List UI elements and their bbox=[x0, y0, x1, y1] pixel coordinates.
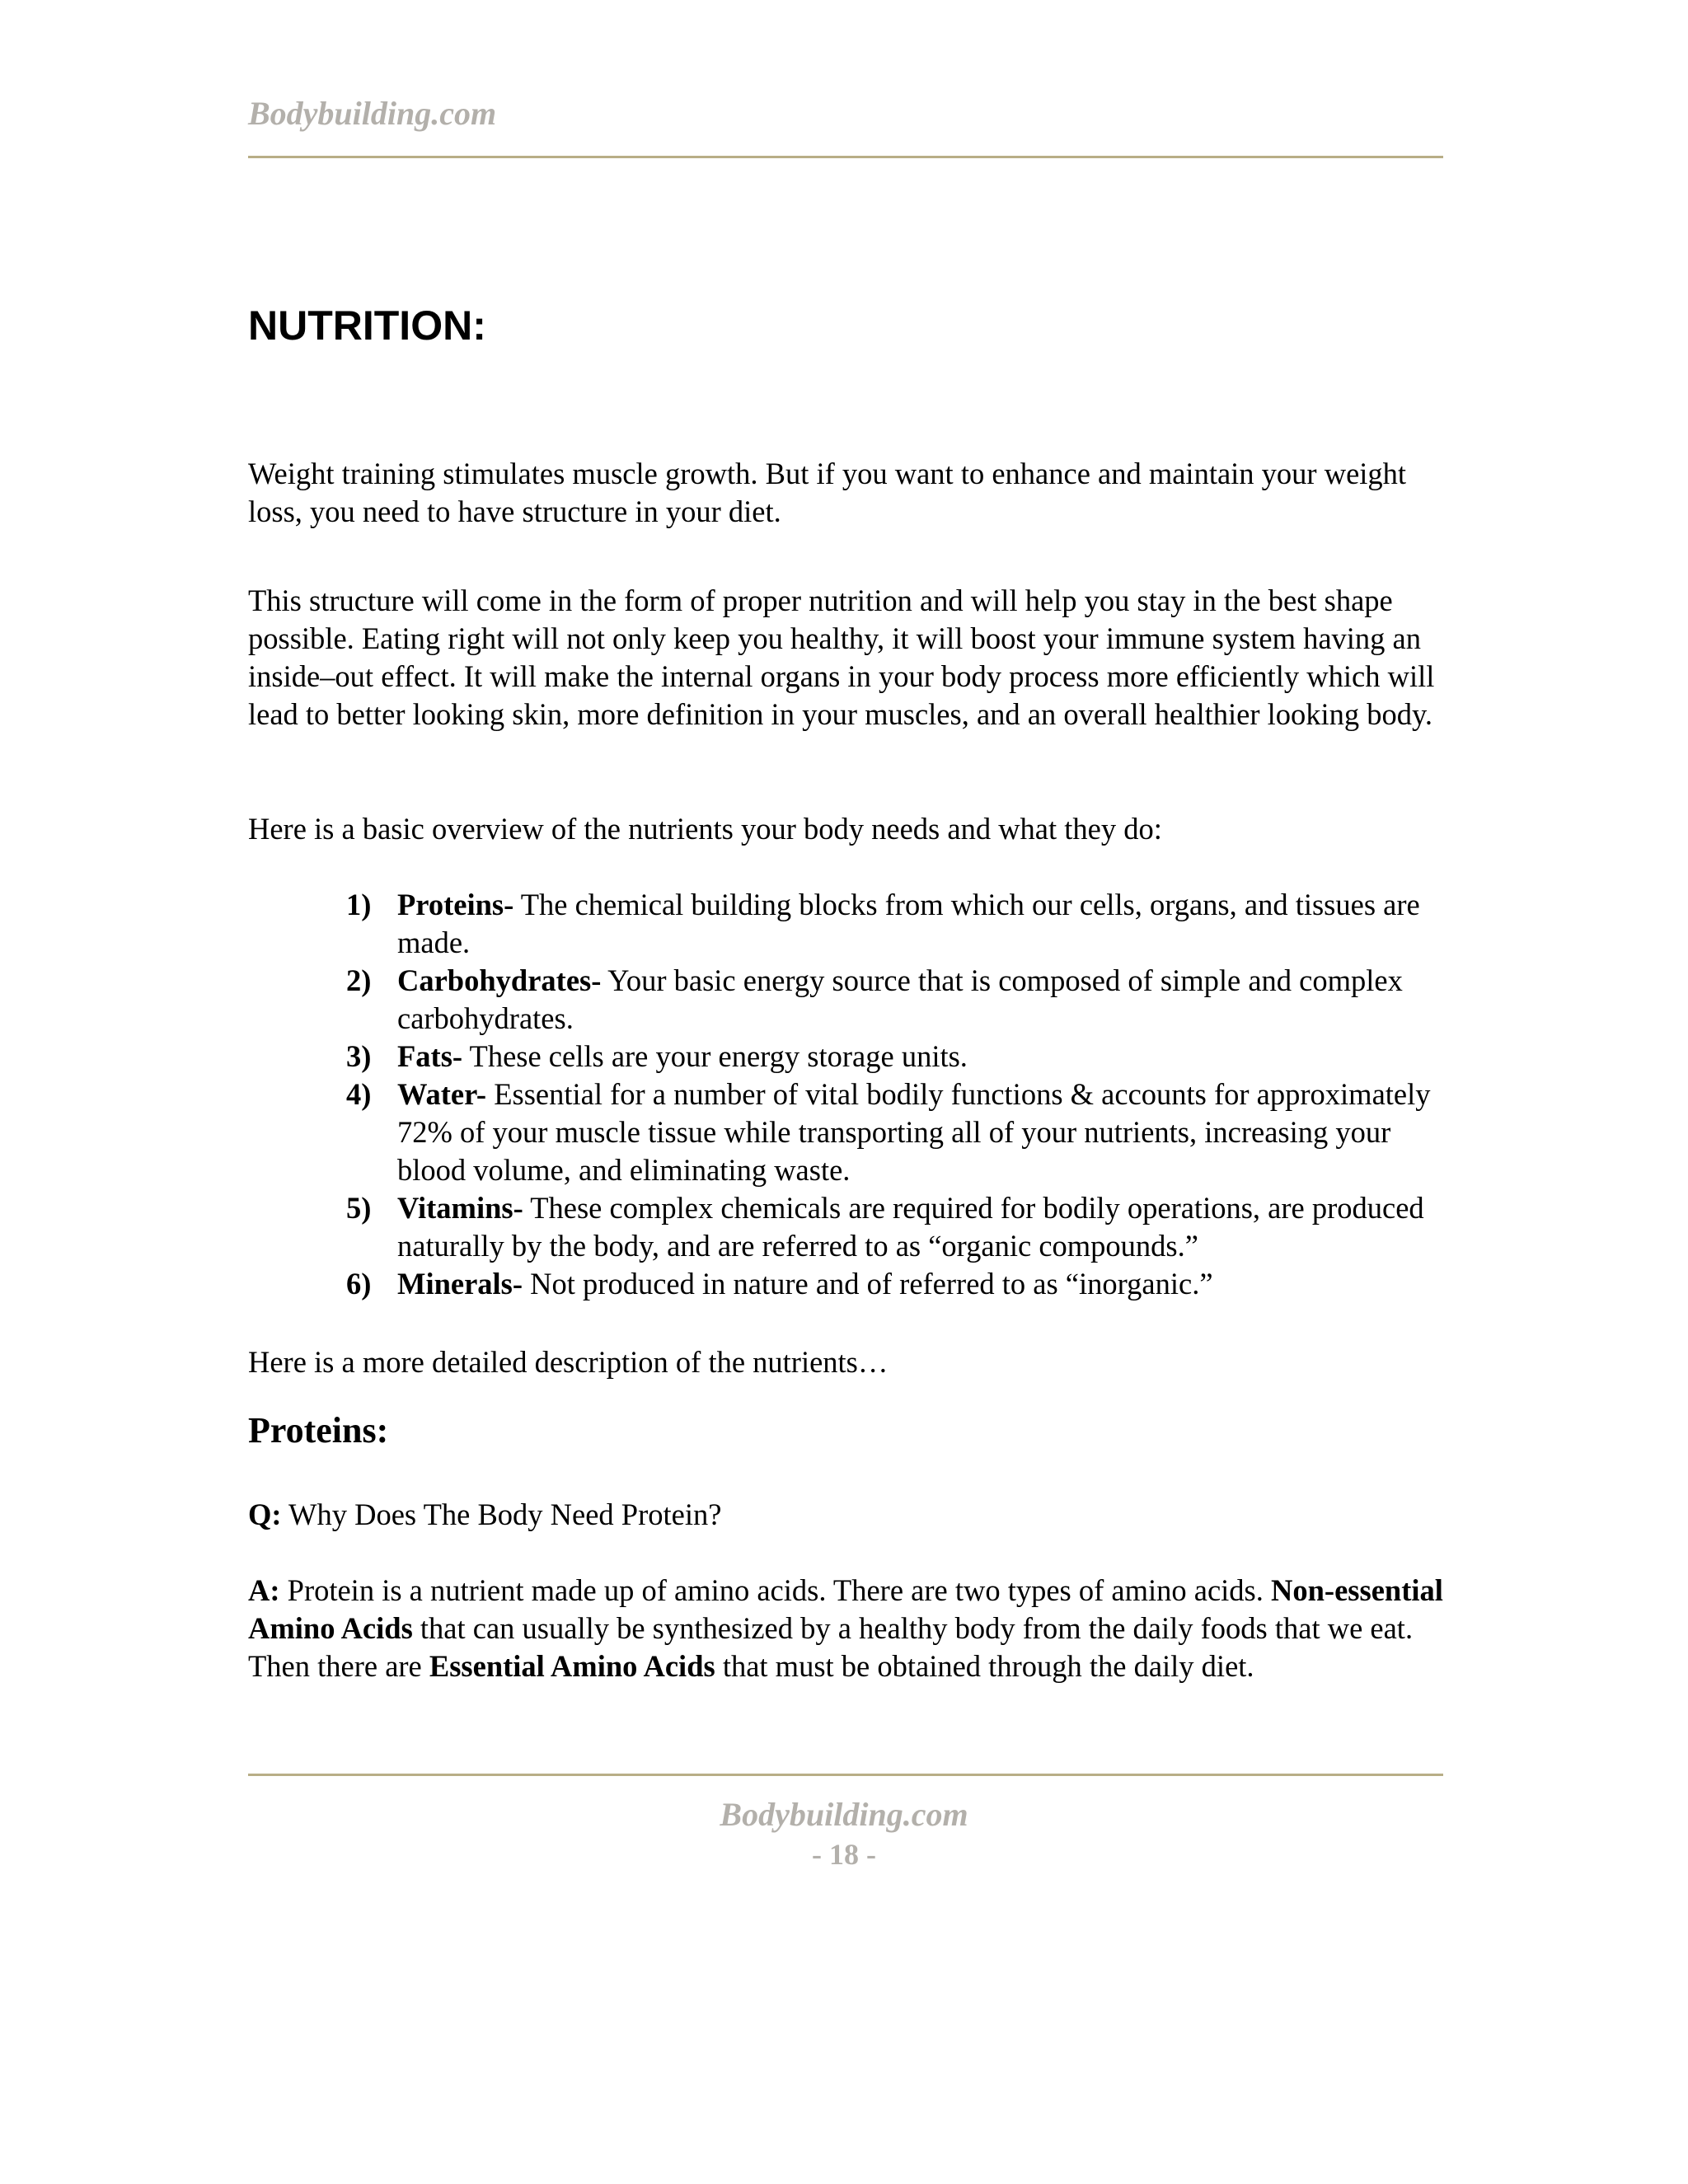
answer-paragraph bbox=[248, 1572, 1460, 1685]
list-item-number: 2) bbox=[346, 963, 372, 997]
list-item-term: Fats- bbox=[397, 1039, 463, 1073]
proteins-heading: Proteins: bbox=[248, 1410, 389, 1451]
list-item-term: Minerals- bbox=[397, 1267, 523, 1301]
question-text: Why Does The Body Need Protein? bbox=[281, 1497, 722, 1531]
list-item-description: Not produced in nature and of referred to as “inorganic.” bbox=[523, 1267, 1213, 1301]
answer-term-nonessential: Non-essential Amino Acids bbox=[248, 1573, 1443, 1645]
list-item-description: These cells are your energy storage units. bbox=[462, 1039, 968, 1073]
answer-text: that can usually be synthesized by a healthy body from the daily foods that we eat. Then there are bbox=[248, 1611, 1414, 1683]
list-item-description: These complex chemicals are required for bodily operations, are produced naturally by the body, and are referred to as “organic compounds.” bbox=[397, 1191, 1424, 1263]
list-item-term: Proteins- bbox=[397, 888, 514, 921]
list-item bbox=[346, 962, 1442, 1038]
header-divider bbox=[248, 156, 1443, 158]
header-brand: Bodybuilding.com bbox=[248, 95, 497, 132]
answer-label: A: bbox=[248, 1573, 280, 1607]
question-label: Q: bbox=[248, 1497, 282, 1531]
list-item bbox=[346, 1265, 1442, 1303]
list-item-number: 1) bbox=[346, 888, 372, 921]
list-item bbox=[346, 1189, 1442, 1265]
page-number: - 18 - bbox=[812, 1838, 876, 1871]
list-item-number: 3) bbox=[346, 1039, 372, 1073]
footer-brand: Bodybuilding.com bbox=[720, 1796, 968, 1833]
footer-divider bbox=[248, 1774, 1443, 1776]
structure-paragraph: This structure will come in the form of proper nutrition and will help you stay in the best shape possible. Eating right will not only keep you healthy, it will boost your immune system having an inside–out effect. It will make the internal organs in your body process more efficiently which will lead to better looking skin, more definition in your muscles, and an overall healthier looking body. bbox=[248, 583, 1435, 731]
overview-paragraph: Here is a basic overview of the nutrients your body needs and what they do: bbox=[248, 812, 1162, 846]
list-item-term: Water- bbox=[397, 1077, 487, 1111]
list-item-term: Vitamins- bbox=[397, 1191, 523, 1225]
list-item bbox=[346, 1076, 1442, 1189]
intro-paragraph: Weight training stimulates muscle growth. But if you want to enhance and maintain your weight loss, you need to have structure in your diet. bbox=[248, 457, 1407, 528]
list-item bbox=[346, 1038, 1442, 1076]
list-item-description: Essential for a number of vital bodily functions & accounts for approximately 72% of your muscle tissue while transporting all of your nutrients, increasing your blood volume, and eliminating waste. bbox=[397, 1077, 1431, 1187]
page-title: NUTRITION: bbox=[248, 302, 486, 349]
list-item-term: Carbohydrates- bbox=[397, 963, 602, 997]
answer-term-essential: Essential Amino Acids bbox=[429, 1649, 715, 1683]
nutrient-list bbox=[346, 886, 1442, 1303]
answer-text: that must be obtained through the daily diet. bbox=[715, 1649, 1254, 1683]
answer-text: Protein is a nutrient made up of amino acids. There are two types of amino acids. bbox=[279, 1573, 1272, 1607]
list-item-number: 5) bbox=[346, 1191, 372, 1225]
list-item-number: 4) bbox=[346, 1077, 372, 1111]
list-item-number: 6) bbox=[346, 1267, 372, 1301]
detail-intro-paragraph: Here is a more detailed description of the nutrients… bbox=[248, 1345, 889, 1379]
list-item-description: The chemical building blocks from which our cells, organs, and tissues are made. bbox=[397, 888, 1420, 959]
list-item bbox=[346, 886, 1442, 962]
list-item-description: Your basic energy source that is composed of simple and complex carbohydrates. bbox=[397, 963, 1403, 1035]
question-paragraph bbox=[248, 1496, 1460, 1534]
